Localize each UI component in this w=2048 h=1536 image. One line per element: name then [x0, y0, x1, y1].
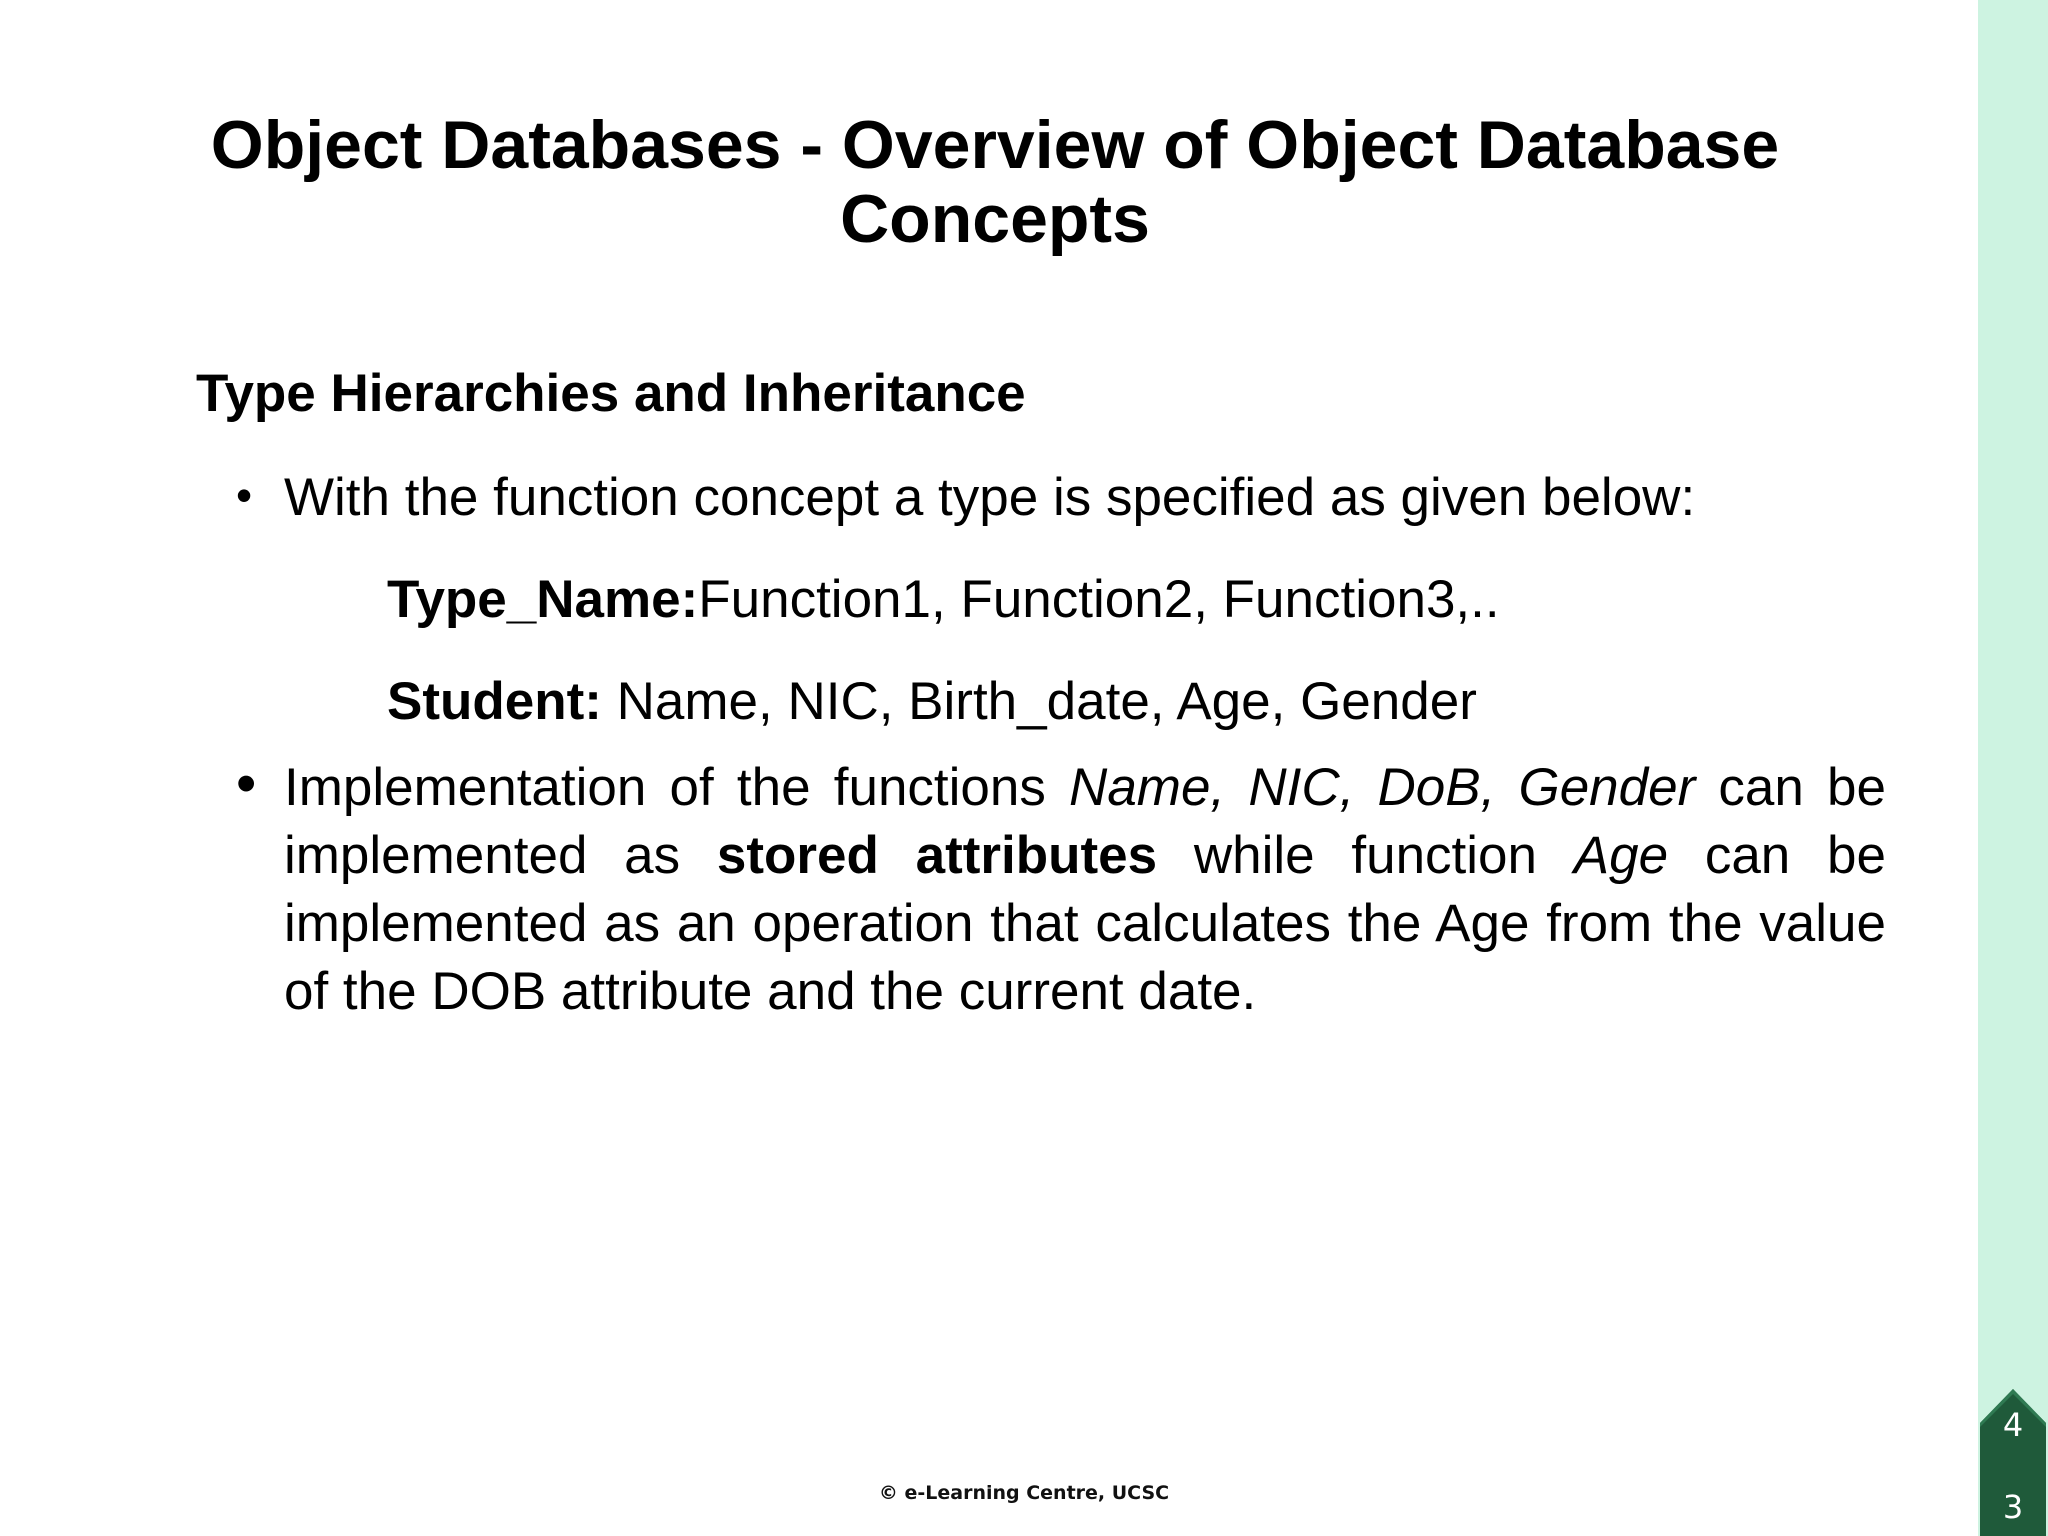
bullet-2-part2: can be implemented as [284, 758, 1887, 885]
student-functions: Name, NIC, Birth_date, Age, Gender [601, 672, 1477, 731]
bullet-dot-2: • [236, 751, 257, 816]
type-name-label: Type_Name: [387, 570, 699, 629]
footer-copyright: © e-Learning Centre, UCSC [878, 1482, 1170, 1504]
type-name-line [387, 566, 1500, 634]
bullet-2-part1: Implementation of the functions [284, 758, 1070, 817]
page-number-digit-1: 4 [2002, 1406, 2024, 1444]
student-label: Student: [387, 672, 602, 731]
bullet-2-bold-stored-attributes: stored attributes [716, 826, 1158, 885]
section-heading: Type Hierarchies and Inheritance [196, 364, 1026, 423]
slide-title-line1: Object Databases - Overview of Object Database [210, 107, 1780, 183]
bullet-2-italic-age: Age [1573, 826, 1669, 885]
bullet-1-text: With the function concept a type is specified as given below: [284, 468, 1696, 527]
bullet-2-text [284, 754, 1886, 1026]
slide-title [150, 108, 1840, 256]
bullet-2-part4: can be implemented as an operation that calculates the Age from the value of the DOB attribute and the current date. [284, 826, 1886, 1021]
student-line [387, 668, 1477, 736]
page-number-digit-2: 3 [2002, 1488, 2024, 1526]
side-accent-bar [1978, 0, 2048, 1536]
type-name-functions: Function1, Function2, Function3,.. [698, 570, 1500, 629]
bullet-2-part3: while function [1157, 826, 1574, 885]
slide-title-line2: Concepts [840, 181, 1150, 257]
bullet-2-italic-functions: Name, NIC, DoB, Gender [1069, 758, 1696, 817]
bullet-dot-1: • [236, 469, 253, 521]
